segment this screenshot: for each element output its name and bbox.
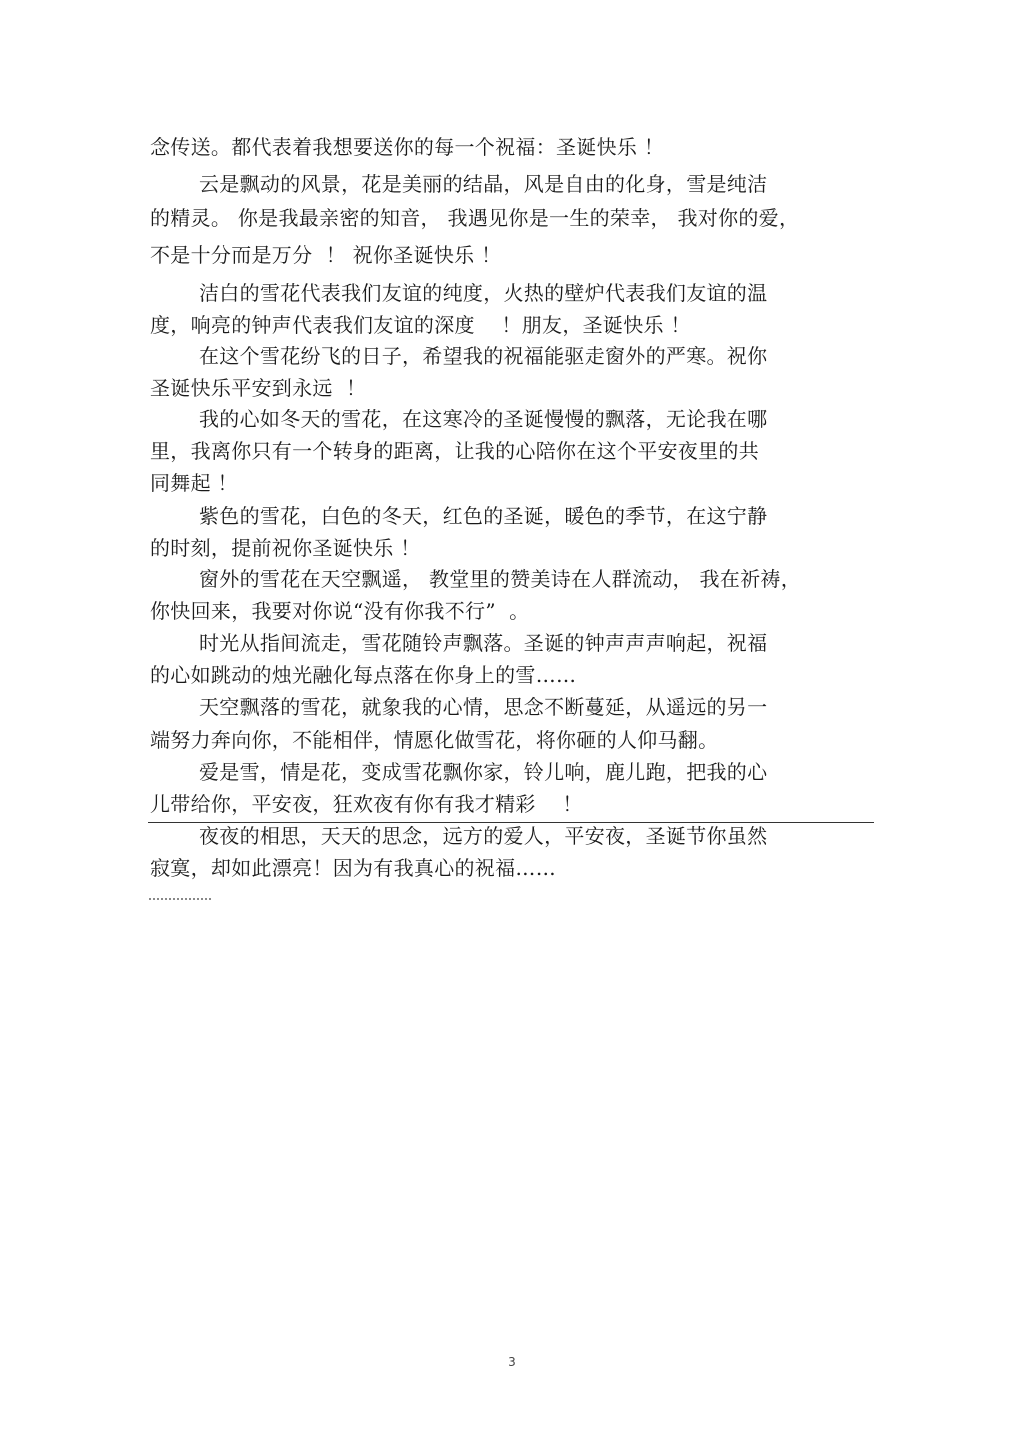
- text-line: 里，我离你只有一个转身的距离，让我的心陪你在这个平安夜里的共: [150, 439, 759, 463]
- dotted-mark: [149, 898, 211, 900]
- text-line: 的心如跳动的烛光融化每点落在你身上的雪……: [150, 663, 577, 687]
- text-line: 的时刻，提前祝你圣诞快乐 ！: [150, 536, 421, 560]
- text-line: 我的心如冬天的雪花，在这寒冷的圣诞慢慢的飘落，无论我在哪: [199, 407, 768, 431]
- text-line: 窗外的雪花在天空飘遥， 教堂里的赞美诗在人群流动， 我在祈祷，: [199, 567, 802, 591]
- text-line: 寂寞，却如此漂亮！因为有我真心的祝福……: [150, 856, 556, 880]
- text-line: 端努力奔向你，不能相伴，情愿化做雪花，将你砸的人仰马翻。: [150, 728, 719, 752]
- text-line: 云是飘动的风景，花是美丽的结晶，风是自由的化身，雪是纯洁: [199, 172, 768, 196]
- text-line: 紫色的雪花，白色的冬天，红色的圣诞，暖色的季节，在这宁静: [199, 504, 768, 528]
- text-line: 洁白的雪花代表我们友谊的纯度，火热的壁炉代表我们友谊的温: [199, 281, 768, 305]
- text-line: 念传送。都代表着我想要送你的每一个祝福：圣诞快乐 ！: [150, 135, 665, 159]
- text-line: 的精灵。 你是我最亲密的知音， 我遇见你是一生的荣幸， 我对你的爱，: [150, 206, 800, 230]
- text-line: 度，响亮的钟声代表我们友谊的深度 ！朋友，圣诞快乐 ！: [150, 313, 691, 337]
- text-line: 夜夜的相思，天天的思念，远方的爱人，平安夜，圣诞节你虽然: [199, 824, 768, 848]
- text-line: 爱是雪，情是花，变成雪花飘你家，铃儿响，鹿儿跑，把我的心: [199, 760, 768, 784]
- text-line: 在这个雪花纷飞的日子，希望我的祝福能驱走窗外的严寒。祝你: [199, 344, 768, 368]
- text-line: 天空飘落的雪花，就象我的心情，思念不断蔓延，从遥远的另一: [199, 695, 768, 719]
- text-line: 圣诞快乐平安到永远 ！: [150, 376, 367, 400]
- text-line: 儿带给你，平安夜，狂欢夜有你有我才精彩 ！: [150, 792, 583, 816]
- text-line: 时光从指间流走，雪花随铃声飘落。圣诞的钟声声声响起，祝福: [199, 631, 768, 655]
- text-line: 你快回来，我要对你说“没有你我不行” 。: [150, 599, 530, 623]
- text-line: 不是十分而是万分 ！ 祝你圣诞快乐 ！: [150, 243, 502, 267]
- page-number: 3: [508, 1355, 516, 1369]
- text-line: 同舞起 ！: [150, 471, 238, 495]
